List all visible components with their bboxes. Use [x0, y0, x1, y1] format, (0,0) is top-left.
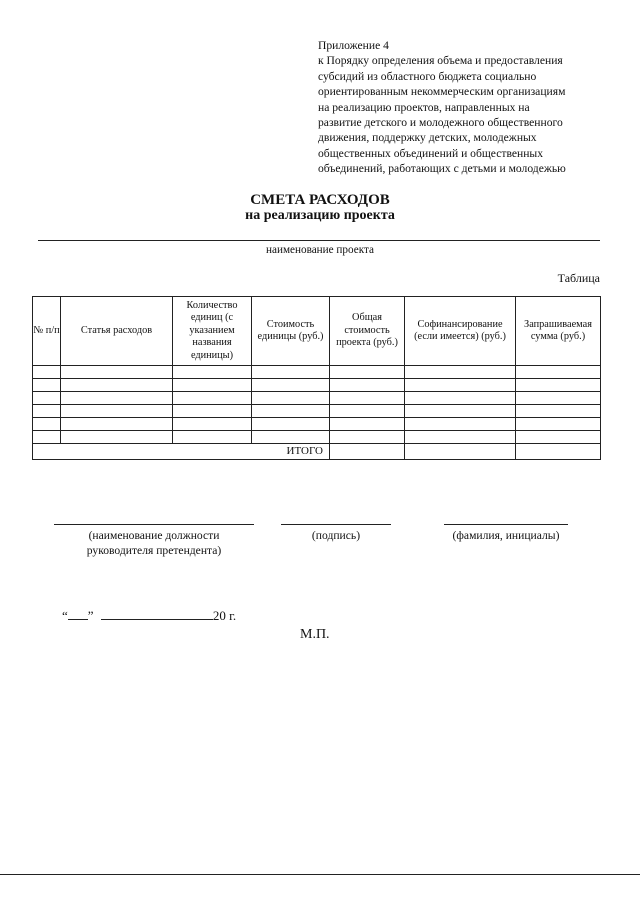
- signature-line[interactable]: [281, 524, 391, 525]
- table-cell[interactable]: [330, 405, 405, 418]
- appendix-line: Приложение 4: [318, 39, 389, 52]
- table-cell[interactable]: [330, 379, 405, 392]
- table-cell[interactable]: [330, 366, 405, 379]
- header-expense-item: Статья расходов: [61, 297, 173, 366]
- table-cell[interactable]: [405, 392, 516, 405]
- position-caption: (наименование должности руководителя претендента): [86, 529, 222, 557]
- total-row: [33, 444, 601, 460]
- table-cell[interactable]: [173, 366, 252, 379]
- total-requested-cell[interactable]: [516, 444, 601, 460]
- table-cell[interactable]: [252, 379, 330, 392]
- table-label: Таблица: [557, 271, 600, 285]
- project-name-line[interactable]: [38, 240, 600, 241]
- table-cell[interactable]: [252, 418, 330, 431]
- table-cell[interactable]: [330, 431, 405, 444]
- name-caption: (фамилия, инициалы): [452, 529, 560, 542]
- table-cell[interactable]: [33, 366, 61, 379]
- project-name-caption: наименование проекта: [266, 244, 374, 256]
- table-header-row: [33, 297, 601, 366]
- date-month-field[interactable]: [101, 607, 213, 620]
- table-cell[interactable]: [516, 418, 601, 431]
- table-cell[interactable]: [33, 379, 61, 392]
- table-row: [33, 405, 601, 418]
- table-cell[interactable]: [61, 366, 173, 379]
- table-cell[interactable]: [330, 418, 405, 431]
- table-row: [33, 366, 601, 379]
- header-total-cost: Общая стоимость проекта (руб.): [330, 297, 405, 366]
- date-day-field[interactable]: [68, 607, 88, 620]
- table-cell[interactable]: [252, 392, 330, 405]
- table-cell[interactable]: [405, 431, 516, 444]
- table-cell[interactable]: [33, 431, 61, 444]
- table-cell[interactable]: [516, 366, 601, 379]
- date-close-quote: ”: [87, 608, 94, 623]
- table-cell[interactable]: [61, 392, 173, 405]
- appendix-line: на реализацию проектов, направленных на: [318, 100, 530, 114]
- header-quantity: Количество единиц (с указанием названия единицы): [173, 297, 252, 366]
- header-number: № п/п: [33, 297, 61, 366]
- table-row: [33, 431, 601, 444]
- table-row: [33, 392, 601, 405]
- header-requested-amount: Запрашиваемая сумма (руб.): [516, 297, 601, 366]
- table-cell[interactable]: [330, 392, 405, 405]
- appendix-line: развитие детского и молодежного общественного: [318, 116, 563, 130]
- date-line: [62, 607, 236, 624]
- appendix-line: к Порядку определения объема и предоставления: [318, 54, 563, 68]
- document-title: СМЕТА РАСХОДОВ: [250, 192, 390, 208]
- table-cell[interactable]: [405, 366, 516, 379]
- table-cell[interactable]: [173, 418, 252, 431]
- table-cell[interactable]: [252, 366, 330, 379]
- table-cell[interactable]: [173, 392, 252, 405]
- appendix-line: движения, поддержку детских, молодежных: [318, 131, 537, 145]
- table-cell[interactable]: [33, 405, 61, 418]
- table-cell[interactable]: [405, 418, 516, 431]
- table-cell[interactable]: [173, 379, 252, 392]
- page-bottom-border: [0, 874, 640, 875]
- appendix-line: общественных объединений и общественных: [318, 146, 543, 160]
- table-cell[interactable]: [173, 431, 252, 444]
- table-cell[interactable]: [516, 379, 601, 392]
- table-cell[interactable]: [405, 379, 516, 392]
- table-cell[interactable]: [516, 405, 601, 418]
- table-cell[interactable]: [516, 392, 601, 405]
- total-label: ИТОГО: [33, 444, 330, 460]
- signature-caption: (подпись): [311, 529, 361, 542]
- document-subtitle: на реализацию проекта: [245, 208, 395, 223]
- table-cell[interactable]: [33, 418, 61, 431]
- appendix-line: ориентированным некоммерческим организациям: [318, 85, 566, 99]
- table-cell[interactable]: [405, 405, 516, 418]
- table-cell[interactable]: [61, 418, 173, 431]
- table-cell[interactable]: [173, 405, 252, 418]
- table-row: [33, 379, 601, 392]
- table-cell[interactable]: [33, 392, 61, 405]
- appendix-block: [318, 38, 618, 177]
- date-year-suffix: 20 г.: [212, 608, 237, 623]
- name-signature-line[interactable]: [444, 524, 568, 525]
- expense-table: [32, 296, 601, 460]
- table-cell[interactable]: [252, 431, 330, 444]
- total-cost-cell[interactable]: [330, 444, 405, 460]
- date-open-quote: “: [62, 608, 68, 623]
- appendix-line: субсидий из областного бюджета социально: [318, 69, 537, 83]
- appendix-line: объединений, работающих с детьми и молодежью: [318, 162, 566, 176]
- table-cell[interactable]: [61, 431, 173, 444]
- table-cell[interactable]: [61, 405, 173, 418]
- table-cell[interactable]: [61, 379, 173, 392]
- position-signature-line[interactable]: [54, 524, 254, 525]
- table-cell[interactable]: [516, 431, 601, 444]
- stamp-place: М.П.: [300, 627, 330, 642]
- table-cell[interactable]: [252, 405, 330, 418]
- total-cofinancing-cell[interactable]: [405, 444, 516, 460]
- table-row: [33, 418, 601, 431]
- header-unit-cost: Стоимость единицы (руб.): [252, 297, 330, 366]
- header-cofinancing: Софинансирование (если имеется) (руб.): [405, 297, 516, 366]
